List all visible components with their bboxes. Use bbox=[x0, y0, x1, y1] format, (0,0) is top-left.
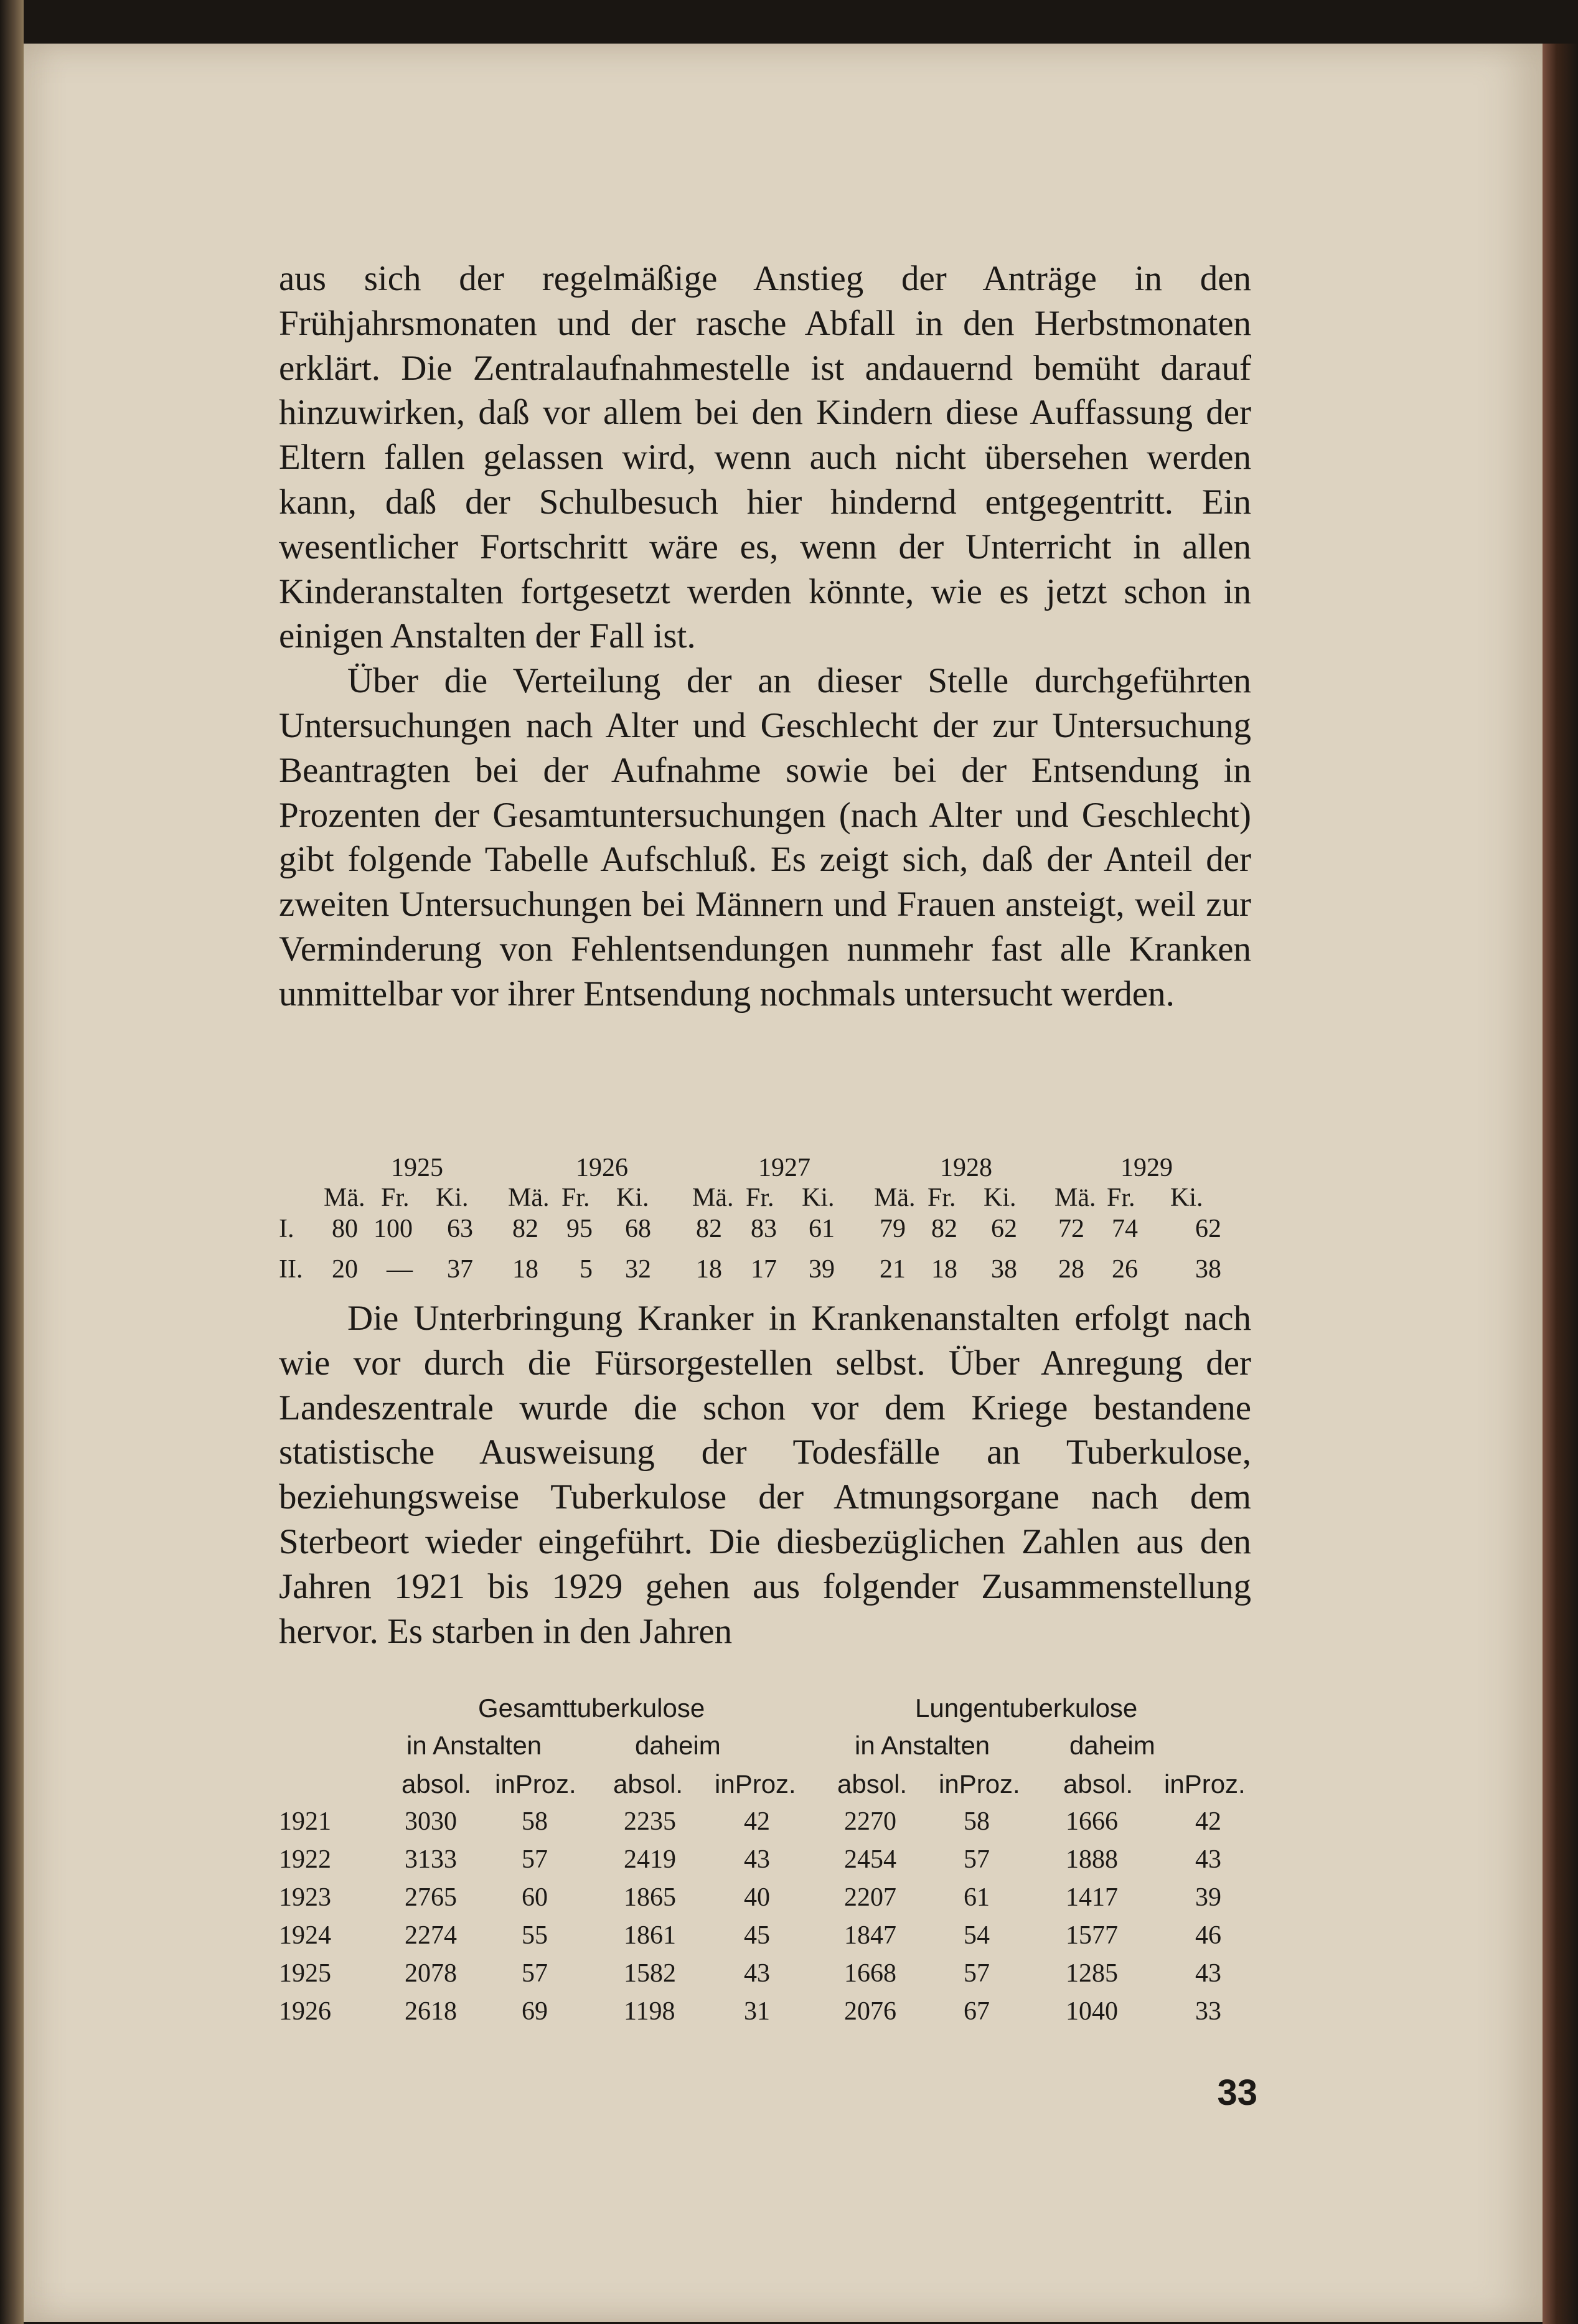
subheader: Mä. bbox=[1054, 1183, 1096, 1212]
table-cell: 33 bbox=[1195, 1997, 1221, 2026]
table-cell: 61 bbox=[964, 1883, 990, 1912]
row-year: 1921 bbox=[279, 1807, 331, 1836]
subheader: Ki. bbox=[616, 1183, 649, 1212]
subheader: Ki. bbox=[1170, 1183, 1203, 1212]
table-cell: 2207 bbox=[844, 1883, 896, 1912]
row-year: 1923 bbox=[279, 1883, 331, 1912]
subheader: Fr. bbox=[561, 1183, 590, 1212]
page-number: 33 bbox=[1217, 2072, 1257, 2113]
page-edge bbox=[1543, 44, 1578, 2324]
table-cell: 67 bbox=[964, 1997, 990, 2026]
table-cell: 1861 bbox=[624, 1921, 676, 1950]
table-cell: 1666 bbox=[1066, 1807, 1118, 1836]
paragraph-1: aus sich der regelmäßige Anstieg der Anträge in den Frühjahrsmonaten und der rasche Abfall in den Herbstmonaten erklärt. Die Zentralaufnahmestelle ist andauernd bemüht darauf hinzuwirken, daß vor allem bei den Kindern diese Auffassung der Eltern fallen gelassen wird, wenn auch nicht übersehen werden kann, daß der Schulbesuch hier hindernd entgegentritt. Ein wesentlicher Fortschritt wäre es, wenn der Unterricht in allen Kinderanstalten fortgesetzt werden könnte, wie es jetzt schon in einigen Anstalten der Fall ist. bbox=[279, 259, 1251, 656]
table-cell: 1577 bbox=[1066, 1921, 1118, 1950]
table-cell: 43 bbox=[1195, 1959, 1221, 1988]
table-cell: 2618 bbox=[405, 1997, 457, 2026]
table-cell: 1582 bbox=[624, 1959, 676, 1988]
year-header: 1925 bbox=[391, 1154, 443, 1182]
table-cell: 1040 bbox=[1066, 1997, 1118, 2026]
table-cell: 2419 bbox=[624, 1845, 676, 1874]
subheader: Mä. bbox=[874, 1183, 916, 1212]
table-cell: 57 bbox=[964, 1845, 990, 1874]
column-header: absol. bbox=[402, 1769, 472, 1799]
row-label: II. bbox=[279, 1255, 303, 1284]
table-cell: 57 bbox=[964, 1959, 990, 1988]
year-header: 1927 bbox=[758, 1154, 810, 1182]
table-cell: 3133 bbox=[405, 1845, 457, 1874]
table-cell: 60 bbox=[522, 1883, 548, 1912]
table-cell: 55 bbox=[522, 1921, 548, 1950]
row-year: 1924 bbox=[279, 1921, 331, 1950]
table-cell: 31 bbox=[744, 1997, 770, 2026]
year-header: 1928 bbox=[940, 1154, 992, 1182]
table-cell: 43 bbox=[744, 1959, 770, 1988]
row-label: I. bbox=[279, 1215, 294, 1243]
subheader: Mä. bbox=[508, 1183, 550, 1212]
table-cell: 43 bbox=[1195, 1845, 1221, 1874]
subheader: Ki. bbox=[436, 1183, 469, 1212]
table-cell: 2270 bbox=[844, 1807, 896, 1836]
place-header: daheim bbox=[635, 1731, 721, 1760]
year-header: 1929 bbox=[1120, 1154, 1173, 1182]
column-header: inProz. bbox=[495, 1769, 576, 1799]
table-cell: 39 bbox=[1195, 1883, 1221, 1912]
body-text-2 bbox=[279, 1296, 1251, 1654]
column-header: inProz. bbox=[939, 1769, 1020, 1799]
table-cell: 58 bbox=[522, 1807, 548, 1836]
table-cell: 1198 bbox=[624, 1997, 675, 2026]
book-spine bbox=[0, 0, 24, 2324]
table-cell: 1417 bbox=[1066, 1883, 1118, 1912]
table-cell: 43 bbox=[744, 1845, 770, 1874]
table-cell: 2235 bbox=[624, 1807, 676, 1836]
group-header: Gesamttuberkulose bbox=[478, 1693, 705, 1723]
table-cell: 2274 bbox=[405, 1921, 457, 1950]
table-cell: 1888 bbox=[1066, 1845, 1118, 1874]
subheader: Fr. bbox=[381, 1183, 410, 1212]
subheader: Fr. bbox=[746, 1183, 774, 1212]
table-cell: 58 bbox=[964, 1807, 990, 1836]
place-header: daheim bbox=[1069, 1731, 1155, 1760]
subheader: Fr. bbox=[928, 1183, 956, 1212]
table-cell: 57 bbox=[522, 1845, 548, 1874]
table-cell: 42 bbox=[744, 1807, 770, 1836]
place-header: in Anstalten bbox=[406, 1731, 542, 1760]
column-header: absol. bbox=[1063, 1769, 1134, 1799]
table-cell: 40 bbox=[744, 1883, 770, 1912]
row-year: 1925 bbox=[279, 1959, 331, 1988]
table-cell: 1847 bbox=[844, 1921, 896, 1950]
table-cell: 3030 bbox=[405, 1807, 457, 1836]
table-cell: 57 bbox=[522, 1959, 548, 1988]
subheader: Mä. bbox=[324, 1183, 365, 1212]
row-year: 1922 bbox=[279, 1845, 331, 1874]
group-header: Lungentuberkulose bbox=[915, 1693, 1138, 1723]
subheader: Ki. bbox=[802, 1183, 835, 1212]
table-cell: 46 bbox=[1195, 1921, 1221, 1950]
table-cell: 2076 bbox=[844, 1997, 896, 2026]
column-header: inProz. bbox=[1164, 1769, 1246, 1799]
column-header: inProz. bbox=[715, 1769, 796, 1799]
subheader: Fr. bbox=[1107, 1183, 1135, 1212]
table-cell: 54 bbox=[964, 1921, 990, 1950]
paragraph-2: Über die Verteilung der an dieser Stelle durchgeführten Untersuchungen nach Alter und Geschlecht der zur Untersuchung Beantragten bei der Aufnahme sowie bei der Entsendung in Prozenten der Gesamtuntersuchungen (nach Alter und Geschlecht) gibt folgende Tabelle Aufschluß. Es zeigt sich, daß der Anteil der zweiten Untersuchungen bei Männern und Frauen ansteigt, weil zur Verminderung von Fehlentsendungen nunmehr fast alle Kranken unmittelbar vor ihrer Entsendung nochmals untersucht werden. bbox=[279, 661, 1251, 1014]
row-year: 1926 bbox=[279, 1997, 331, 2026]
table-cell: 2765 bbox=[405, 1883, 457, 1912]
table-cell: 1668 bbox=[844, 1959, 896, 1988]
body-text bbox=[279, 256, 1251, 1017]
place-header: in Anstalten bbox=[855, 1731, 990, 1760]
table-cell: 2078 bbox=[405, 1959, 457, 1988]
paragraph-3: Die Unterbringung Kranker in Krankenanstalten erfolgt nach wie vor durch die Fürsorgestellen selbst. Über Anregung der Landeszentrale wurde die schon vor dem Kriege bestandene statistische Ausweisung der Todesfälle an Tuberkulose, beziehungsweise Tuberkulose der Atmungsorgane nach dem Sterbeort wieder eingeführt. Die diesbezüglichen Zahlen aus den Jahren 1921 bis 1929 gehen aus folgender Zusammenstellung hervor. Es starben in den Jahren bbox=[279, 1299, 1251, 1651]
year-header: 1926 bbox=[576, 1154, 628, 1182]
subheader: Ki. bbox=[984, 1183, 1017, 1212]
table-cell: 1285 bbox=[1066, 1959, 1118, 1988]
table-cell: 42 bbox=[1195, 1807, 1221, 1836]
column-header: absol. bbox=[613, 1769, 683, 1799]
table-cell: 1865 bbox=[624, 1883, 676, 1912]
table-cell: 45 bbox=[744, 1921, 770, 1950]
table-cell: 2454 bbox=[844, 1845, 896, 1874]
table-cell: 69 bbox=[522, 1997, 548, 2026]
subheader: Mä. bbox=[692, 1183, 734, 1212]
column-header: absol. bbox=[837, 1769, 908, 1799]
